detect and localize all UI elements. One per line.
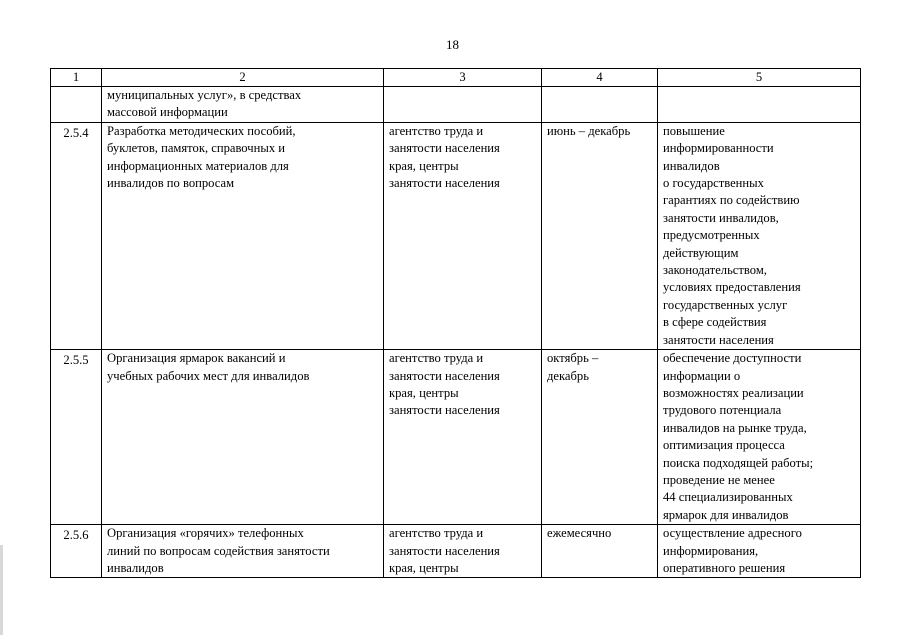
executor-text-line: занятости населения — [389, 403, 500, 418]
row-number-cell: 2.5.5 — [51, 350, 102, 525]
column-header: 2 — [102, 69, 384, 87]
result-text-line: трудового потенциала — [663, 403, 782, 418]
result-text-line: инвалидов — [663, 158, 720, 173]
column-header: 5 — [658, 69, 861, 87]
activity-cell — [102, 87, 384, 123]
result-text-line: информации о — [663, 368, 741, 383]
result-text-line: информирования, — [663, 543, 759, 558]
executor-cell — [384, 122, 542, 349]
result-text-line: условиях предоставления — [663, 280, 801, 295]
period-text-line: октябрь – — [547, 351, 599, 366]
executor-text-line: занятости населения — [389, 141, 500, 156]
activity-text-line: учебных рабочих мест для инвалидов — [107, 368, 310, 383]
activity-text-line: Разработка методических пособий, — [107, 123, 296, 138]
result-text-line: оперативного решения — [663, 560, 786, 575]
executor-text-line: агентство труда и — [389, 123, 484, 138]
activities-table — [50, 68, 861, 578]
activity-text-line: линий по вопросам содействия занятости — [107, 543, 330, 558]
activity-text-line: Организация ярмарок вакансий и — [107, 351, 286, 366]
page-number: 18 — [446, 37, 459, 52]
period-cell — [542, 350, 658, 525]
activity-text-line: Организация «горячих» телефонных — [107, 526, 304, 541]
header-row — [51, 69, 861, 87]
result-text-line: государственных услуг — [663, 297, 788, 312]
table-row — [51, 122, 861, 349]
period-cell — [542, 525, 658, 578]
activity-text-line: информационных материалов для — [107, 158, 289, 173]
result-cell — [658, 350, 861, 525]
period-cell — [542, 87, 658, 123]
result-text-line: повышение — [663, 123, 725, 138]
executor-cell — [384, 525, 542, 578]
result-text-line: в сфере содействия — [663, 315, 767, 330]
scan-edge-shadow — [0, 545, 3, 635]
period-text-line: декабрь — [547, 368, 589, 383]
period-text-line: ежемесячно — [547, 526, 612, 541]
row-number-cell: 2.5.6 — [51, 525, 102, 578]
result-text-line: предусмотренных — [663, 228, 760, 243]
executor-cell — [384, 87, 542, 123]
column-header: 1 — [51, 69, 102, 87]
activity-text-line: инвалидов — [107, 560, 164, 575]
row-number-cell: 2.5.4 — [51, 122, 102, 349]
column-header: 4 — [542, 69, 658, 87]
result-text-line: проведение не менее — [663, 472, 775, 487]
result-text-line: занятости инвалидов, — [663, 210, 779, 225]
executor-text-line: занятости населения — [389, 176, 500, 191]
result-cell — [658, 525, 861, 578]
column-header: 3 — [384, 69, 542, 87]
activity-text-line: муниципальных услуг», в средствах — [107, 88, 302, 102]
result-text-line: гарантиях по содействию — [663, 193, 800, 208]
result-text-line: оптимизация процесса — [663, 438, 785, 453]
executor-text-line: края, центры — [389, 385, 459, 400]
executor-text-line: агентство труда и — [389, 526, 484, 541]
result-text-line: поиска подходящей работы; — [663, 455, 814, 470]
activity-cell — [102, 350, 384, 525]
result-text-line: обеспечение доступности — [663, 351, 802, 366]
executor-cell — [384, 350, 542, 525]
period-cell — [542, 122, 658, 349]
result-text-line: о государственных — [663, 176, 764, 191]
result-text-line: занятости населения — [663, 332, 774, 347]
result-cell — [658, 122, 861, 349]
result-text-line: осуществление адресного — [663, 526, 802, 541]
executor-text-line: агентство труда и — [389, 351, 484, 366]
result-cell — [658, 87, 861, 123]
period-text-line: июнь – декабрь — [547, 123, 631, 138]
executor-text-line: края, центры — [389, 158, 459, 173]
activity-cell — [102, 122, 384, 349]
result-text-line: ярмарок для инвалидов — [663, 507, 789, 522]
result-text-line: возможностях реализации — [663, 385, 804, 400]
table-row — [51, 350, 861, 525]
executor-text-line: занятости населения — [389, 543, 500, 558]
activity-text-line: массовой информации — [107, 105, 228, 120]
result-text-line: инвалидов на рынке труда, — [663, 420, 807, 435]
result-text-line: информированности — [663, 141, 774, 156]
activity-text-line: буклетов, памяток, справочных и — [107, 141, 286, 156]
result-text-line: законодательством, — [663, 263, 767, 278]
table-row — [51, 87, 861, 123]
result-text-line: 44 специализированных — [663, 490, 793, 505]
row-number-cell — [51, 87, 102, 123]
result-text-line: действующим — [663, 245, 739, 260]
executor-text-line: края, центры — [389, 560, 459, 575]
activity-cell — [102, 525, 384, 578]
table-row — [51, 525, 861, 578]
activity-text-line: инвалидов по вопросам — [107, 176, 235, 191]
executor-text-line: занятости населения — [389, 368, 500, 383]
